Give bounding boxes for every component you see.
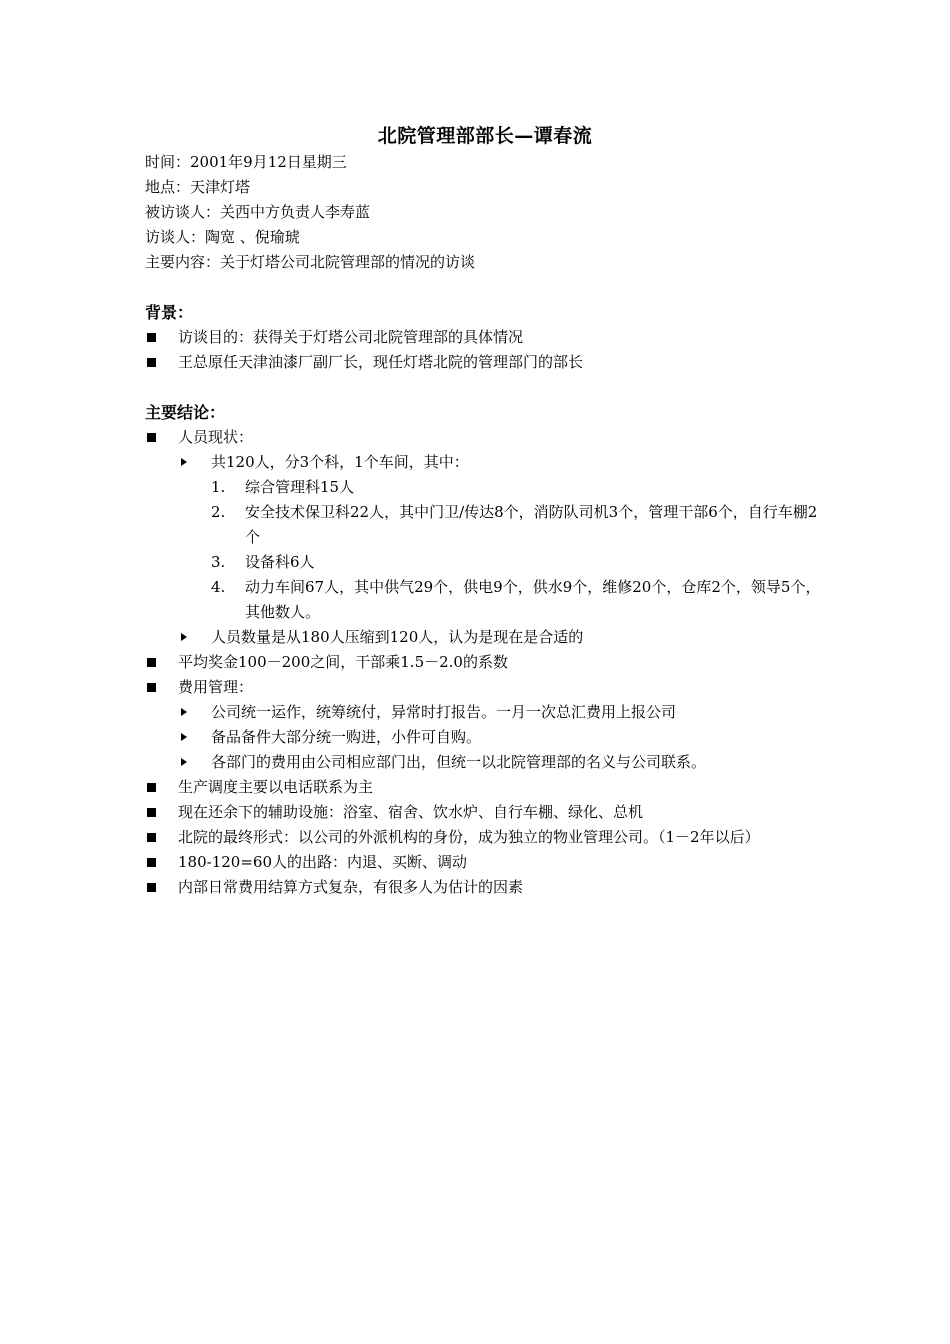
- sub-list-item: [145, 625, 825, 650]
- list-item-text: 现在还余下的辅助设施：浴室、宿舍、饮水炉、自行车棚、绿化、总机: [178, 803, 644, 821]
- conclusions-heading: 主要结论：: [145, 403, 226, 422]
- list-item: [145, 800, 825, 825]
- meta-subject: 主要内容：关于灯塔公司北院管理部的情况的访谈: [145, 253, 476, 271]
- list-item-text: 180-120=60人的出路：内退、买断、调动: [178, 853, 467, 871]
- background-heading: 背景：: [145, 303, 194, 322]
- square-bullet-icon: [147, 808, 156, 817]
- list-item-text: 动力车间67人，其中供气29个，供电9个，供水9个，维修20个，仓库2个，领导5个，其他数人。: [245, 578, 821, 621]
- numbered-item: [145, 575, 825, 625]
- list-item-text: 生产调度主要以电话联系为主: [178, 778, 374, 796]
- meta-interviewee: 被访谈人：关西中方负责人李寿蓝: [145, 203, 371, 221]
- list-item: [145, 875, 825, 900]
- document-title: 北院管理部部长—谭春流: [377, 125, 593, 147]
- sub-list-item: [145, 450, 825, 475]
- square-bullet-icon: [147, 358, 156, 367]
- list-item-text: 公司统一运作，统筹统付，异常时打报告。一月一次总汇费用上报公司: [211, 703, 677, 721]
- item-number: 2.: [211, 503, 226, 521]
- item-number: 3.: [211, 553, 226, 571]
- triangle-bullet-icon: [181, 758, 187, 766]
- list-item-text: 各部门的费用由公司相应部门出，但统一以北院管理部的名义与公司联系。: [211, 753, 707, 771]
- list-item-text: 人员数量是从180人压缩到120人，认为是现在是合适的: [211, 628, 584, 646]
- document-page: [145, 122, 825, 900]
- numbered-item: [145, 500, 825, 550]
- triangle-bullet-icon: [181, 733, 187, 741]
- meta-time: 时间：2001年9月12日星期三: [145, 153, 347, 171]
- list-item-text: 王总原任天津油漆厂副厂长，现任灯塔北院的管理部门的部长: [178, 353, 584, 371]
- list-item-text: 北院的最终形式：以公司的外派机构的身份，成为独立的物业管理公司。（1－2年以后）: [178, 828, 760, 846]
- list-item-text: 设备科6人: [245, 553, 315, 571]
- item-number: 1.: [211, 478, 226, 496]
- list-item: [145, 825, 825, 850]
- square-bullet-icon: [147, 658, 156, 667]
- square-bullet-icon: [147, 858, 156, 867]
- sub-list-item: [145, 700, 825, 725]
- square-bullet-icon: [147, 683, 156, 692]
- spacer: [145, 375, 825, 400]
- spacer: [145, 275, 825, 300]
- numbered-item: [145, 550, 825, 575]
- list-item: [145, 425, 825, 450]
- square-bullet-icon: [147, 333, 156, 342]
- numbered-item: [145, 475, 825, 500]
- sub-list-item: [145, 750, 825, 775]
- item-number: 4.: [211, 578, 226, 596]
- triangle-bullet-icon: [181, 458, 187, 466]
- meta-interviewers: 访谈人：陶宽 、倪瑜琥: [145, 228, 300, 246]
- list-item-text: 备品备件大部分统一购进，小件可自购。: [211, 728, 482, 746]
- list-item: [145, 650, 825, 675]
- list-item-text: 人员现状：: [178, 428, 254, 446]
- sub-list-item: [145, 725, 825, 750]
- square-bullet-icon: [147, 833, 156, 842]
- list-item-text: 综合管理科15人: [245, 478, 355, 496]
- list-item-text: 访谈目的：获得关于灯塔公司北院管理部的具体情况: [178, 328, 524, 346]
- square-bullet-icon: [147, 883, 156, 892]
- list-item: [145, 675, 825, 700]
- triangle-bullet-icon: [181, 633, 187, 641]
- list-item: [145, 325, 825, 350]
- list-item-text: 共120人，分3个科，1个车间，其中：: [211, 453, 469, 471]
- list-item-text: 平均奖金100－200之间，干部乘1.5－2.0的系数: [178, 653, 508, 671]
- list-item-text: 内部日常费用结算方式复杂，有很多人为估计的因素: [178, 878, 524, 896]
- list-item: [145, 850, 825, 875]
- list-item-text: 费用管理：: [178, 678, 254, 696]
- list-item: [145, 350, 825, 375]
- list-item-text: 安全技术保卫科22人，其中门卫/传达8个，消防队司机3个，管理干部6个，自行车棚2个: [245, 503, 818, 546]
- list-item: [145, 775, 825, 800]
- square-bullet-icon: [147, 433, 156, 442]
- square-bullet-icon: [147, 783, 156, 792]
- triangle-bullet-icon: [181, 708, 187, 716]
- meta-place: 地点：天津灯塔: [145, 178, 251, 196]
